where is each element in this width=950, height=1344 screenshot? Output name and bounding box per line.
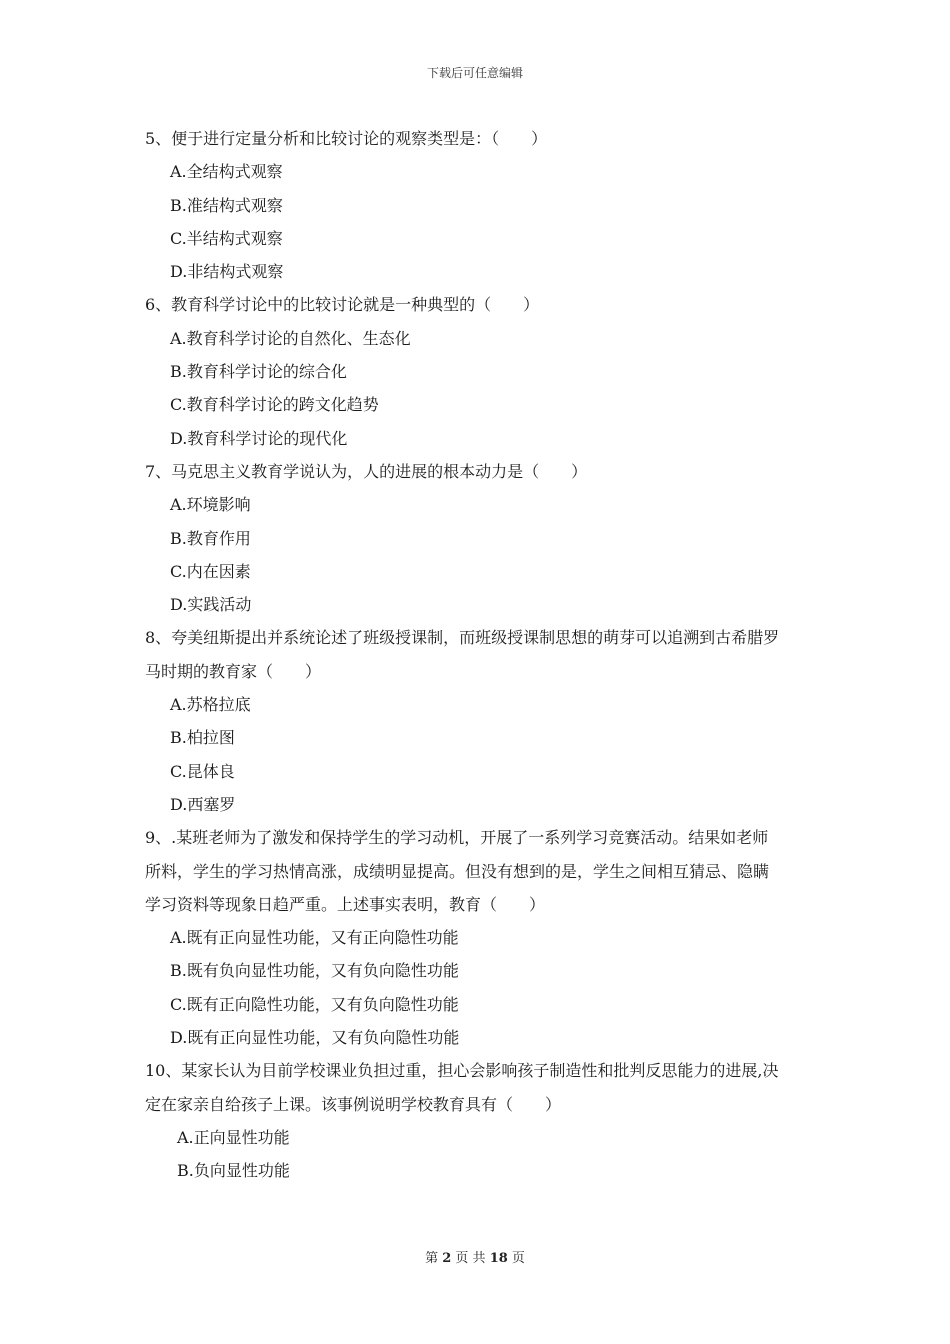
document-body xyxy=(145,122,815,1188)
option-b: B.柏拉图 xyxy=(170,728,235,748)
option-a: A.教育科学讨论的自然化、生态化 xyxy=(170,328,411,348)
page-header: 下载后可任意编辑 xyxy=(426,66,523,80)
option-d: D.教育科学讨论的现代化 xyxy=(170,428,348,448)
question-stem: 定在家亲自给孩子上课。该事例说明学校教育具有（ ） xyxy=(145,1094,562,1114)
option-d: D.既有正向显性功能，又有负向隐性功能 xyxy=(170,1028,460,1048)
question-stem: 所料，学生的学习热情高涨，成绩明显提高。但没有想到的是，学生之间相互猜忌、隐瞒 xyxy=(145,861,770,881)
option-b: B.教育作用 xyxy=(170,528,251,548)
option-c: C.教育科学讨论的跨文化趋势 xyxy=(170,395,379,415)
option-c: C.昆体良 xyxy=(170,761,235,781)
question-stem: 10、某家长认为目前学校课业负担过重，担心会影响孩子制造性和批判反思能力的进展,决 xyxy=(145,1061,779,1081)
footer-prefix: 第 xyxy=(425,1251,439,1266)
footer-suffix: 页 xyxy=(511,1251,525,1266)
question-stem: 8、夸美纽斯提出并系统论述了班级授课制，而班级授课制思想的萌芽可以追溯到古希腊罗 xyxy=(145,628,780,648)
option-c: C.内在因素 xyxy=(170,561,251,581)
option-a: A.既有正向显性功能，又有正向隐性功能 xyxy=(170,928,459,948)
page-footer xyxy=(0,1247,950,1266)
option-d: D.实践活动 xyxy=(170,595,252,615)
option-d: D.非结构式观察 xyxy=(170,262,284,282)
option-b: B.既有负向显性功能，又有负向隐性功能 xyxy=(170,961,459,981)
question-stem: 9、.某班老师为了激发和保持学生的学习动机，开展了一系列学习竞赛活动。结果如老师 xyxy=(145,828,769,848)
question-stem: 7、马克思主义教育学说认为，人的进展的根本动力是（ ） xyxy=(145,461,588,481)
option-b: B.教育科学讨论的综合化 xyxy=(170,362,347,382)
page-number: 2 xyxy=(442,1251,452,1266)
question-stem: 学习资料等现象日趋严重。上述事实表明，教育（ ） xyxy=(145,894,546,914)
option-c: C.半结构式观察 xyxy=(170,228,283,248)
option-a: A.苏格拉底 xyxy=(170,695,251,715)
question-stem: 马时期的教育家（ ） xyxy=(145,661,322,681)
option-b: B.负向显性功能 xyxy=(177,1161,290,1181)
option-a: A.全结构式观察 xyxy=(170,162,283,182)
question-stem: 6、教育科学讨论中的比较讨论就是一种典型的（ ） xyxy=(145,295,540,315)
option-a: A.环境影响 xyxy=(170,495,251,515)
option-b: B.准结构式观察 xyxy=(170,195,283,215)
question-stem: 5、便于进行定量分析和比较讨论的观察类型是：（ ） xyxy=(145,129,548,148)
option-c: C.既有正向隐性功能，又有负向隐性功能 xyxy=(170,994,459,1014)
page-total: 18 xyxy=(489,1251,508,1266)
footer-middle: 页 共 xyxy=(455,1251,486,1266)
option-a: A.正向显性功能 xyxy=(177,1127,290,1147)
option-d: D.西塞罗 xyxy=(170,794,236,814)
